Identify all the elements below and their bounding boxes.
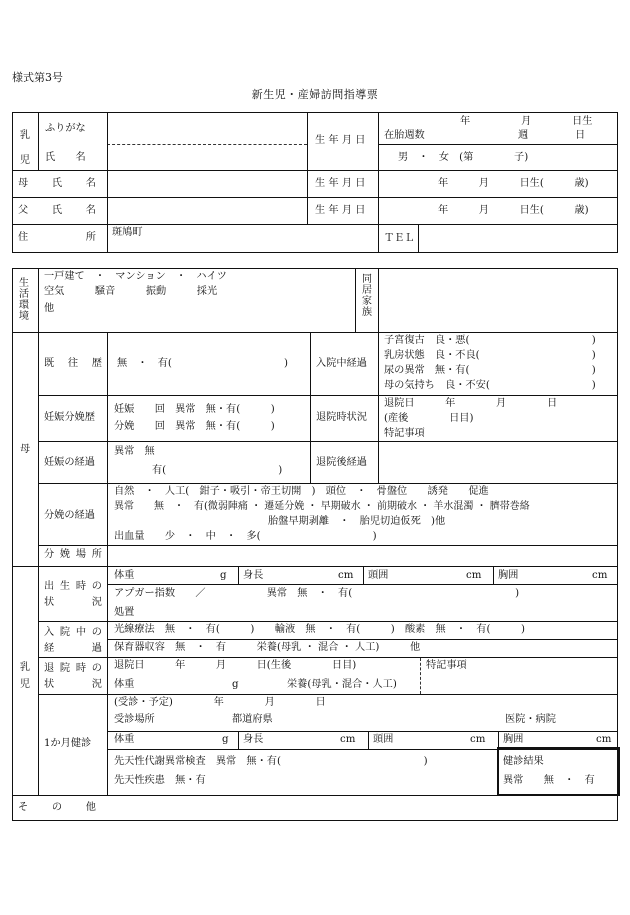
incubator-feeding: 保育器収容 無 ・ 有 栄養(母乳 ・ 混合 ・ 人工) 他	[114, 642, 421, 653]
environment-label: 生活環境	[18, 278, 30, 322]
birth-treatment: 処置	[114, 607, 135, 618]
infant-name-label: 氏 名	[45, 152, 86, 163]
infant-section-label: 乳児	[19, 662, 31, 690]
housing-type: 一戸建て ・ マンション ・ ハイツ	[44, 271, 227, 282]
one-month-checkup-label: 1か月健診	[44, 738, 92, 749]
discharge-weight-unit: g	[232, 679, 239, 690]
infant-hospital-course-label: 入 院 中 の 経 過	[44, 627, 102, 654]
blood-loss: 出血量 少 ・ 中 ・ 多( )	[114, 531, 377, 542]
infant-discharge-notes: 特記事項	[426, 660, 467, 671]
infant-discharge-status-label: 退 院 時 の 状 況	[44, 663, 102, 690]
infant-birthdate-label: 生 年 月 日	[315, 135, 366, 146]
birth-chest-label: 胸囲	[498, 570, 519, 581]
checkup-clinic: 医院・病院	[505, 714, 556, 725]
delivery-count: 分娩 回 異常 無・有( )	[114, 421, 275, 432]
mother-postpartum-days: (産後 日目)	[384, 413, 474, 424]
gestation-label: 在胎週数	[384, 130, 425, 141]
checkup-weight-label: 体重	[114, 734, 135, 745]
urine-abnormality: 尿の異常 無・有( )	[384, 365, 596, 376]
address-label: 住 所	[18, 232, 96, 243]
form-title: 新生児・産婦訪問指導票	[251, 88, 379, 101]
infant-vertical-label: 乳 児	[19, 130, 31, 166]
birth-head-unit: cm	[466, 570, 482, 581]
mother-birthdate-label: 生 年 月 日	[315, 178, 366, 189]
checkup-result-label: 健診結果	[503, 756, 544, 767]
past-history-value: 無 ・ 有( )	[117, 358, 288, 369]
checkup-prefecture: 都道府県	[232, 714, 273, 725]
infant-discharge-date: 退院日 年 月 日(生後 日目)	[114, 660, 357, 671]
apgar-score: アプガー指数 ／ 異常 無 ・ 有( )	[114, 588, 520, 599]
delivery-course-label: 分娩の経過	[44, 510, 95, 521]
tel-label: ＴＥＬ	[384, 233, 415, 244]
furigana-label: ふりがな	[45, 123, 86, 134]
mother-name-label: 母 氏 名	[18, 178, 96, 189]
checkup-chest-label: 胸囲	[503, 734, 524, 745]
checkup-weight-unit: g	[222, 734, 229, 745]
other-label: そ の 他	[18, 802, 96, 813]
birth-height-unit: cm	[338, 570, 354, 581]
checkup-schedule: (受診・予定) 年 月 日	[114, 697, 326, 708]
environment-factors: 空気 騒音 振動 採光	[44, 286, 218, 297]
pregnancy-history-label: 妊娠分娩歴	[44, 412, 95, 423]
delivery-type: 自然 ・ 人工( 鉗子・吸引・帝王切開 ) 頭位 ・ 骨盤位 誘発 促進	[114, 486, 489, 497]
birth-chest-unit: cm	[592, 570, 608, 581]
birth-weight-unit: g	[220, 570, 227, 581]
father-birthdate-value: 年 月 日生( 歳)	[438, 205, 589, 216]
delivery-abnormality-cont: 胎盤早期剥離 ・ 胎児切迫仮死 )他	[268, 516, 446, 527]
mother-hospital-course-label: 入院中経過	[316, 358, 367, 369]
delivery-abnormality: 異常 無 ・ 有(微弱陣痛 ・ 遷延分娩 ・ 早期破水 ・ 前期破水 ・ 羊水混濁 ・ 臍帯巻絡	[114, 501, 530, 512]
birth-weight-label: 体重	[114, 570, 135, 581]
delivery-place-label: 分 娩 場 所	[44, 549, 102, 560]
discharge-feeding: 栄養(母乳・混合・人工)	[287, 679, 397, 690]
mother-section-label: 母	[20, 444, 31, 455]
mother-discharge-date: 退院日 年 月 日	[384, 398, 558, 409]
gestation-day: 日	[575, 130, 586, 141]
infant-birthdate-value: 年 月 日生	[460, 116, 593, 127]
form-number: 様式第3号	[12, 71, 63, 84]
checkup-result-value: 異常 無 ・ 有	[503, 775, 595, 786]
pregnancy-abnormal-none: 異常 無	[114, 446, 155, 457]
checkup-height-unit: cm	[340, 734, 356, 745]
pregnancy-abnormal-yes: 有( )	[152, 465, 283, 476]
post-discharge-label: 退院後経過	[316, 457, 367, 468]
congenital-disease: 先天性疾患 無・有	[114, 775, 206, 786]
gestation-week: 週	[518, 130, 529, 141]
mother-discharge-status-label: 退院時状況	[316, 412, 367, 423]
sex-selection: 男 ・ 女 (第 子)	[398, 152, 529, 163]
phototherapy-infusion-oxygen: 光線療法 無 ・ 有( ) 輸液 無 ・ 有( ) 酸素 無 ・ 有( )	[114, 624, 525, 635]
cohabiting-family-label: 同居家族	[361, 274, 373, 318]
checkup-height-label: 身長	[243, 734, 264, 745]
address-value: 斑鳩町	[112, 227, 143, 238]
father-name-label: 父 氏 名	[18, 205, 96, 216]
mother-feeling: 母の気持ち 良・不安( )	[384, 380, 596, 391]
father-birthdate-label: 生 年 月 日	[315, 205, 366, 216]
mother-birthdate-value: 年 月 日生( 歳)	[438, 178, 589, 189]
checkup-venue-label: 受診場所	[114, 714, 155, 725]
checkup-chest-unit: cm	[596, 734, 612, 745]
checkup-result-box	[497, 747, 620, 796]
metabolic-screening: 先天性代謝異常検査 異常 無・有( )	[114, 756, 428, 767]
birth-height-label: 身長	[243, 570, 264, 581]
birth-head-label: 頭囲	[368, 570, 389, 581]
past-history-label: 既 往 歴	[44, 358, 102, 369]
breast-condition: 乳房状態 良・不良( )	[384, 350, 596, 361]
checkup-head-label: 頭囲	[373, 734, 394, 745]
mother-notes: 特記事項	[384, 428, 425, 439]
pregnancy-course-label: 妊娠の経過	[44, 457, 95, 468]
checkup-head-unit: cm	[470, 734, 486, 745]
environment-other: 他	[44, 303, 55, 314]
pregnancy-count: 妊娠 回 異常 無・有( )	[114, 404, 275, 415]
discharge-weight-label: 体重	[114, 679, 135, 690]
birth-status-label: 出 生 時 の 状 況	[44, 581, 102, 608]
uterine-involution: 子宮復古 良・悪( )	[384, 335, 596, 346]
